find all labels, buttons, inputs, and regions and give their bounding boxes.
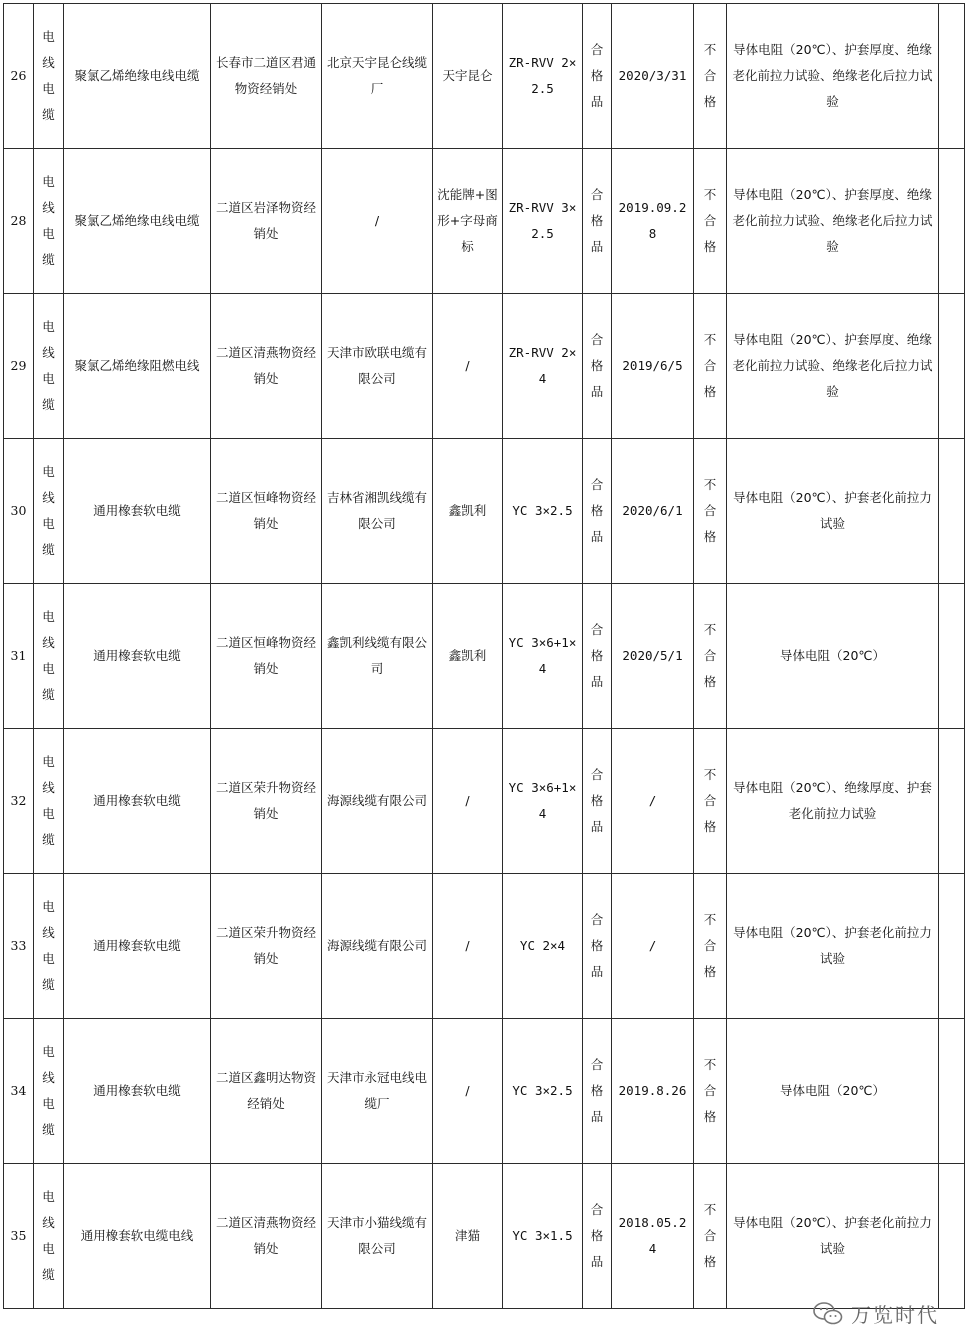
production-date-cell: 2020/6/1 bbox=[612, 439, 694, 584]
model-spec-cell: YC 2×4 bbox=[503, 874, 583, 1019]
grade-cell: 合格品 bbox=[583, 729, 612, 874]
remark-cell bbox=[939, 584, 965, 729]
seller-cell: 二道区鑫明达物资经销处 bbox=[211, 1019, 322, 1164]
remark-cell bbox=[939, 149, 965, 294]
seller-cell: 二道区清燕物资经销处 bbox=[211, 294, 322, 439]
row-number: 28 bbox=[4, 149, 34, 294]
brand-cell: 鑫凯利 bbox=[433, 584, 503, 729]
remark-cell bbox=[939, 294, 965, 439]
table-row bbox=[4, 1164, 965, 1309]
category-cell: 电线电缆 bbox=[34, 439, 64, 584]
seller-cell: 二道区恒峰物资经销处 bbox=[211, 439, 322, 584]
manufacturer-cell: / bbox=[322, 149, 433, 294]
product-name-cell: 通用橡套软电缆电线 bbox=[64, 1164, 211, 1309]
production-date-cell: / bbox=[612, 874, 694, 1019]
row-number: 33 bbox=[4, 874, 34, 1019]
model-spec-cell: YC 3×2.5 bbox=[503, 1019, 583, 1164]
manufacturer-cell: 北京天宇昆仑线缆厂 bbox=[322, 4, 433, 149]
failed-items-cell: 导体电阻（20℃）、绝缘厚度、护套老化前拉力试验 bbox=[727, 729, 939, 874]
category-cell: 电线电缆 bbox=[34, 294, 64, 439]
table-row bbox=[4, 149, 965, 294]
brand-cell: 津猫 bbox=[433, 1164, 503, 1309]
table-row bbox=[4, 1019, 965, 1164]
seller-cell: 二道区恒峰物资经销处 bbox=[211, 584, 322, 729]
model-spec-cell: YC 3×6+1×4 bbox=[503, 584, 583, 729]
seller-cell: 二道区荣升物资经销处 bbox=[211, 874, 322, 1019]
seller-cell: 二道区清燕物资经销处 bbox=[211, 1164, 322, 1309]
production-date-cell: 2019/6/5 bbox=[612, 294, 694, 439]
production-date-cell: 2018.05.24 bbox=[612, 1164, 694, 1309]
failed-items-cell: 导体电阻（20℃）、护套老化前拉力试验 bbox=[727, 1164, 939, 1309]
brand-cell: / bbox=[433, 1019, 503, 1164]
result-cell: 不合格 bbox=[694, 439, 727, 584]
grade-cell: 合格品 bbox=[583, 874, 612, 1019]
grade-cell: 合格品 bbox=[583, 1164, 612, 1309]
failed-items-cell: 导体电阻（20℃）、护套老化前拉力试验 bbox=[727, 439, 939, 584]
result-cell: 不合格 bbox=[694, 294, 727, 439]
manufacturer-cell: 吉林省湘凯线缆有限公司 bbox=[322, 439, 433, 584]
seller-cell: 二道区岩泽物资经销处 bbox=[211, 149, 322, 294]
row-number: 31 bbox=[4, 584, 34, 729]
brand-cell: 鑫凯利 bbox=[433, 439, 503, 584]
result-cell: 不合格 bbox=[694, 149, 727, 294]
category-cell: 电线电缆 bbox=[34, 584, 64, 729]
row-number: 30 bbox=[4, 439, 34, 584]
brand-cell: / bbox=[433, 874, 503, 1019]
production-date-cell: / bbox=[612, 729, 694, 874]
production-date-cell: 2020/3/31 bbox=[612, 4, 694, 149]
category-cell: 电线电缆 bbox=[34, 1019, 64, 1164]
inspection-results-table bbox=[3, 3, 965, 1309]
wechat-icon bbox=[813, 1301, 843, 1327]
product-name-cell: 通用橡套软电缆 bbox=[64, 584, 211, 729]
seller-cell: 二道区荣升物资经销处 bbox=[211, 729, 322, 874]
row-number: 35 bbox=[4, 1164, 34, 1309]
remark-cell bbox=[939, 729, 965, 874]
watermark-text: 万览时代 bbox=[851, 1303, 939, 1327]
manufacturer-cell: 海源线缆有限公司 bbox=[322, 729, 433, 874]
model-spec-cell: ZR-RVV 2×4 bbox=[503, 294, 583, 439]
category-cell: 电线电缆 bbox=[34, 4, 64, 149]
remark-cell bbox=[939, 4, 965, 149]
table-row bbox=[4, 439, 965, 584]
product-name-cell: 聚氯乙烯绝缘阻燃电线 bbox=[64, 294, 211, 439]
result-cell: 不合格 bbox=[694, 4, 727, 149]
result-cell: 不合格 bbox=[694, 1164, 727, 1309]
production-date-cell: 2019.8.26 bbox=[612, 1019, 694, 1164]
watermark bbox=[813, 1299, 939, 1328]
remark-cell bbox=[939, 439, 965, 584]
category-cell: 电线电缆 bbox=[34, 874, 64, 1019]
row-number: 29 bbox=[4, 294, 34, 439]
table-row bbox=[4, 874, 965, 1019]
row-number: 26 bbox=[4, 4, 34, 149]
product-name-cell: 聚氯乙烯绝缘电线电缆 bbox=[64, 149, 211, 294]
grade-cell: 合格品 bbox=[583, 4, 612, 149]
manufacturer-cell: 鑫凯利线缆有限公司 bbox=[322, 584, 433, 729]
grade-cell: 合格品 bbox=[583, 439, 612, 584]
table-row bbox=[4, 4, 965, 149]
brand-cell: 天宇昆仑 bbox=[433, 4, 503, 149]
remark-cell bbox=[939, 874, 965, 1019]
brand-cell: / bbox=[433, 729, 503, 874]
grade-cell: 合格品 bbox=[583, 1019, 612, 1164]
product-name-cell: 通用橡套软电缆 bbox=[64, 1019, 211, 1164]
remark-cell bbox=[939, 1019, 965, 1164]
production-date-cell: 2020/5/1 bbox=[612, 584, 694, 729]
manufacturer-cell: 天津市欧联电缆有限公司 bbox=[322, 294, 433, 439]
model-spec-cell: YC 3×1.5 bbox=[503, 1164, 583, 1309]
remark-cell bbox=[939, 1164, 965, 1309]
production-date-cell: 2019.09.28 bbox=[612, 149, 694, 294]
model-spec-cell: YC 3×6+1×4 bbox=[503, 729, 583, 874]
result-cell: 不合格 bbox=[694, 729, 727, 874]
failed-items-cell: 导体电阻（20℃） bbox=[727, 584, 939, 729]
product-name-cell: 通用橡套软电缆 bbox=[64, 874, 211, 1019]
table-body bbox=[4, 4, 965, 1309]
product-name-cell: 聚氯乙烯绝缘电线电缆 bbox=[64, 4, 211, 149]
model-spec-cell: ZR-RVV 2×2.5 bbox=[503, 4, 583, 149]
seller-cell: 长春市二道区君通物资经销处 bbox=[211, 4, 322, 149]
failed-items-cell: 导体电阻（20℃） bbox=[727, 1019, 939, 1164]
failed-items-cell: 导体电阻（20℃）、护套厚度、绝缘老化前拉力试验、绝缘老化后拉力试验 bbox=[727, 4, 939, 149]
category-cell: 电线电缆 bbox=[34, 729, 64, 874]
grade-cell: 合格品 bbox=[583, 584, 612, 729]
manufacturer-cell: 海源线缆有限公司 bbox=[322, 874, 433, 1019]
brand-cell: 沈能牌+图形+字母商标 bbox=[433, 149, 503, 294]
failed-items-cell: 导体电阻（20℃）、护套厚度、绝缘老化前拉力试验、绝缘老化后拉力试验 bbox=[727, 149, 939, 294]
grade-cell: 合格品 bbox=[583, 149, 612, 294]
failed-items-cell: 导体电阻（20℃）、护套厚度、绝缘老化前拉力试验、绝缘老化后拉力试验 bbox=[727, 294, 939, 439]
grade-cell: 合格品 bbox=[583, 294, 612, 439]
manufacturer-cell: 天津市小猫线缆有限公司 bbox=[322, 1164, 433, 1309]
result-cell: 不合格 bbox=[694, 584, 727, 729]
result-cell: 不合格 bbox=[694, 1019, 727, 1164]
failed-items-cell: 导体电阻（20℃）、护套老化前拉力试验 bbox=[727, 874, 939, 1019]
row-number: 32 bbox=[4, 729, 34, 874]
table-row bbox=[4, 294, 965, 439]
category-cell: 电线电缆 bbox=[34, 1164, 64, 1309]
product-name-cell: 通用橡套软电缆 bbox=[64, 439, 211, 584]
table-row bbox=[4, 584, 965, 729]
model-spec-cell: ZR-RVV 3×2.5 bbox=[503, 149, 583, 294]
model-spec-cell: YC 3×2.5 bbox=[503, 439, 583, 584]
manufacturer-cell: 天津市永冠电线电缆厂 bbox=[322, 1019, 433, 1164]
product-name-cell: 通用橡套软电缆 bbox=[64, 729, 211, 874]
category-cell: 电线电缆 bbox=[34, 149, 64, 294]
table-row bbox=[4, 729, 965, 874]
result-cell: 不合格 bbox=[694, 874, 727, 1019]
row-number: 34 bbox=[4, 1019, 34, 1164]
brand-cell: / bbox=[433, 294, 503, 439]
